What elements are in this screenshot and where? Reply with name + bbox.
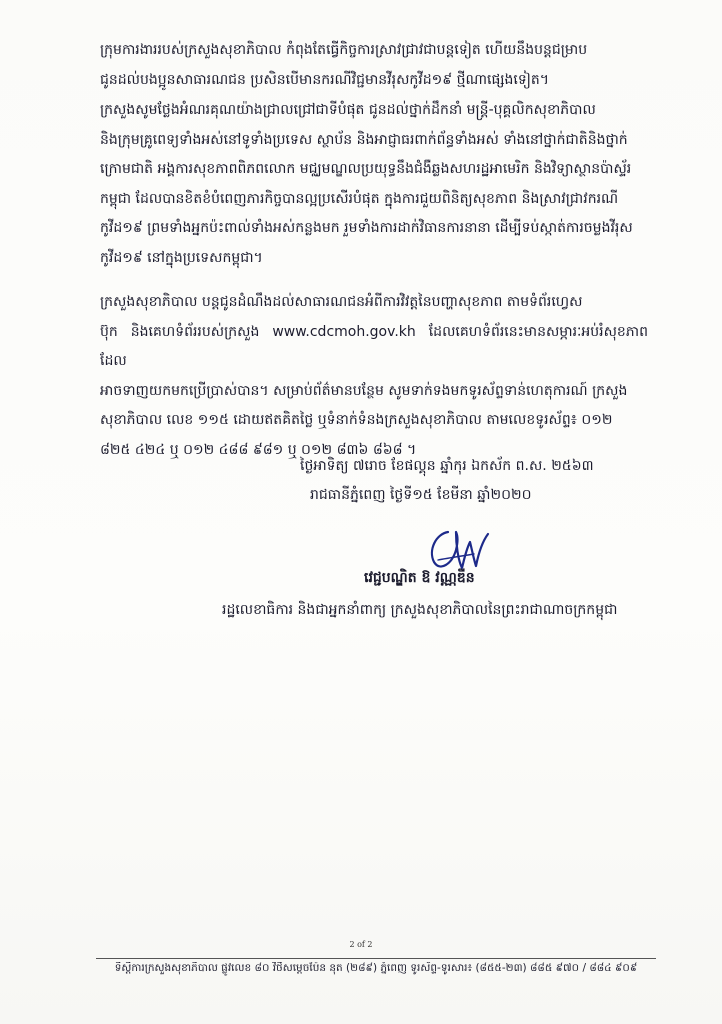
lunar-date: ថ្ងៃអាទិត្យ ៧រោច ខែផល្គុន ឆ្នាំកុរ ឯកស័ក ព.ស. ២៥៦៣ (300, 458, 594, 474)
footer-address: ទីស្តីការក្រសួងសុខាភិបាល ផ្លូវលេខ ៨០ វិថីសម្ដេចប៉ែន នុត (២៨៩) ភ្នំពេញ ទូរស័ព្ទ-ទូរសារ៖ (៨៥៥-២៣) ៨៨៥ ៩៧០ / ៨៨៤ ៩០៩ (114, 962, 638, 974)
paragraph-research-update (100, 36, 648, 95)
text-line: ក្រសួងសូមថ្លែងអំណរគុណយ៉ាងជ្រាលជ្រៅជាទីបំផុត ជូនដល់ថ្នាក់ដឹកនាំ មន្ត្រី-បុគ្គលិកសុខាភិបាល (100, 102, 596, 118)
text-line: ប៊ុក និងគេហទំព័ររបស់ក្រសួង www.cdcmoh.gov.kh ដែលគេហទំព័រនេះមានសម្ភារៈអប់រំសុខភាពដែល (100, 323, 648, 369)
signer-name: វេជ្ជបណ្ឌិត ឱ វណ្ណឌីន (364, 570, 475, 586)
text-line: កូវីដ១៩ ព្រមទាំងអ្នកប៉ះពាល់ទាំងអស់កន្លងមក រួមទាំងការដាក់វិធានការនានា ដើម្បីទប់ស្កាត់ការចម្លងវីរុស (100, 220, 633, 236)
text-line: អាចទាញយកមកប្រើប្រាស់បាន។ សម្រាប់ព័ត៌មានបន្ថែម សូមទាក់ទងមកទូរស័ព្ទទាន់ហេតុការណ៍ ក្រសួង (100, 382, 628, 399)
text-line: កម្ពុជា ដែលបានខិតខំបំពេញភារកិច្ចបានល្អប្រសើរបំផុត ក្នុងការជួយពិនិត្យសុខភាព និងស្រាវជ្រាវករណី (100, 190, 619, 207)
text-line: សុខាភិបាល លេខ ១១៥ ដោយឥតគិតថ្លៃ ឬទំនាក់ទំនងក្រសួងសុខាភិបាល តាមលេខទូរស័ព្ទ៖ ០១២ (100, 412, 613, 428)
text-line: ក្រសួងសុខាភិបាល បន្តជូនដំណឹងដល់សាធារណជនអំពីការវិវត្តនៃបញ្ហាសុខភាព តាមទំព័រហ្វេស (100, 294, 583, 310)
date-block (300, 452, 594, 510)
text-line: និងក្រុមគ្រូពេទ្យទាំងអស់នៅទូទាំងប្រទេស ស្ថាប័ន និងអាជ្ញាធរពាក់ព័ន្ធទាំងអស់ ទាំងនៅថ្នាក់ជាតិនិងថ្នាក់ (100, 131, 628, 148)
signer-title: រដ្ឋលេខាធិការ និងជាអ្នកនាំពាក្យ ក្រសួងសុខាភិបាលនៃព្រះរាជាណាចក្រកម្ពុជា (222, 602, 618, 618)
text-line: កូវីដ១៩ នៅក្នុងប្រទេសកម្ពុជា។ (100, 249, 263, 266)
paragraph-thanks (100, 96, 648, 273)
footer-divider (96, 958, 656, 959)
text-line: ក្រោមជាតិ អង្គការសុខភាពពិភពលោក មជ្ឈមណ្ឌលប្រយុទ្ធនឹងជំងឺឆ្លងសហរដ្ឋអាមេរិក និងវិទ្យាស្ថានប៉ាស្ទ័រ (100, 161, 632, 177)
text-line: ជូនដល់បងប្អូនសាធារណជន ប្រសិនបើមានករណីវិជ្ជមានវីរុសកូវីដ១៩ ថ្មីណាផ្សេងទៀត។ (100, 71, 549, 88)
solar-date: រាជធានីភ្នំពេញ ថ្ងៃទី១៥ ខែមីនា ឆ្នាំ២០២០ (310, 487, 532, 503)
text-line: ក្រុមការងាររបស់ក្រសួងសុខាភិបាល កំពុងតែធ្វើកិច្ចការស្រាវជ្រាវជាបន្តទៀត ហើយនឹងបន្តជម្រាប (100, 42, 588, 58)
page-number: 2 of 2 (349, 940, 373, 949)
paragraph-contact-info (100, 288, 648, 465)
text-line: ៨២៥ ៤២៤ ឬ ០១២ ៤៨៨ ៩៨១ ឬ ០១២ ៨៣៦ ៨៦៨ ។ (100, 441, 417, 458)
